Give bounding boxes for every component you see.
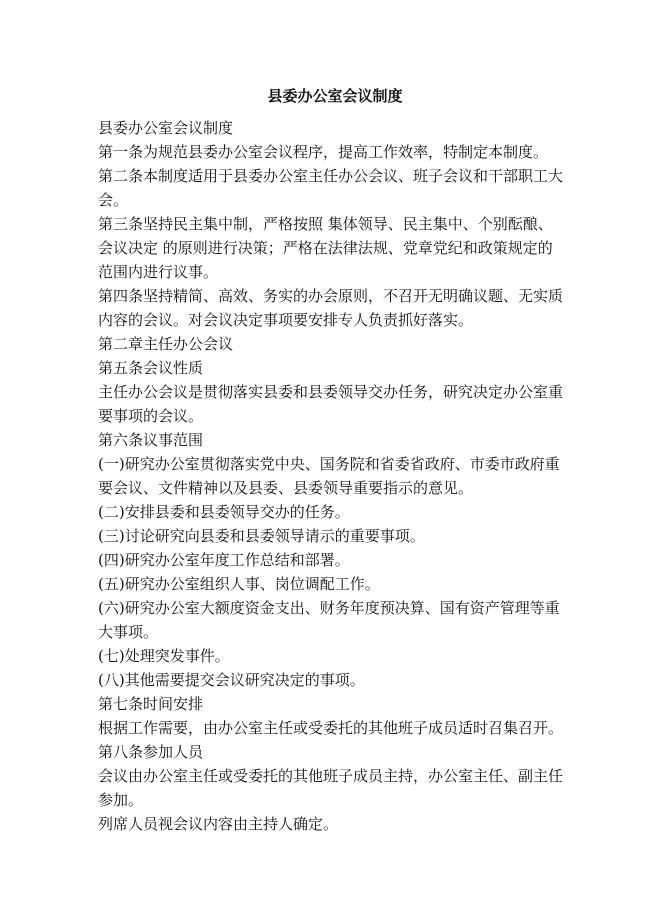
- paragraph: 第二条本制度适用于县委办公室主任办公会议、班子会议和干部职工大会。: [98, 167, 564, 209]
- list-item: (二)安排县委和县委领导交办的任务。: [98, 503, 350, 521]
- paragraph: 第一条为规范县委办公室会议程序，提高工作效率，特制定本制度。: [98, 143, 549, 161]
- list-item: (一)研究办公室贯彻落实党中央、国务院和省委省政府、市委市政府重要会议、文件精神以及县委、县委领导重要指示的意见。: [98, 455, 560, 497]
- section-heading: 第二章主任办公会议: [98, 335, 234, 353]
- list-item: (四)研究办公室年度工作总结和部署。: [98, 551, 350, 569]
- paragraph: 根据工作需要，由办公室主任或受委托的其他班子成员适时召集召开。: [98, 719, 564, 737]
- list-item: (八)其他需要提交会议研究决定的事项。: [98, 671, 365, 689]
- paragraph: 县委办公室会议制度: [98, 119, 234, 137]
- document-title: 县委办公室会议制度: [267, 87, 403, 105]
- paragraph: 列席人员视会议内容由主持人确定。: [98, 815, 339, 833]
- article-heading: 第五条会议性质: [98, 359, 204, 377]
- article-heading: 第六条议事范围: [98, 431, 204, 449]
- list-item: (七)处理突发事件。: [98, 647, 230, 665]
- list-item: (五)研究办公室组织人事、岗位调配工作。: [98, 575, 380, 593]
- paragraph: 第三条坚持民主集中制，严格按照 集体领导、民主集中、个别酝酿、会议决定 的原则进行决策；严格在法律法规、党章党纪和政策规定的范围内进行议事。: [98, 215, 553, 281]
- article-heading: 第八条参加人员: [98, 743, 204, 761]
- article-heading: 第七条时间安排: [98, 695, 204, 713]
- paragraph: 会议由办公室主任或受委托的其他班子成员主持，办公室主任、副主任参加。: [98, 767, 564, 809]
- list-item: (三)讨论研究向县委和县委领导请示的重要事项。: [98, 527, 425, 545]
- paragraph: 主任办公会议是贯彻落实县委和县委领导交办任务，研究决定办公室重要事项的会议。: [98, 383, 564, 425]
- paragraph: 第四条坚持精简、高效、务实的办会原则，不召开无明确议题、无实质内容的会议。对会议决定事项要安排专人负责抓好落实。: [98, 287, 564, 329]
- document-body: [98, 116, 566, 836]
- document-page: [98, 84, 566, 836]
- list-item: (六)研究办公室大额度资金支出、财务年度预决算、国有资产管理等重大事项。: [98, 599, 560, 641]
